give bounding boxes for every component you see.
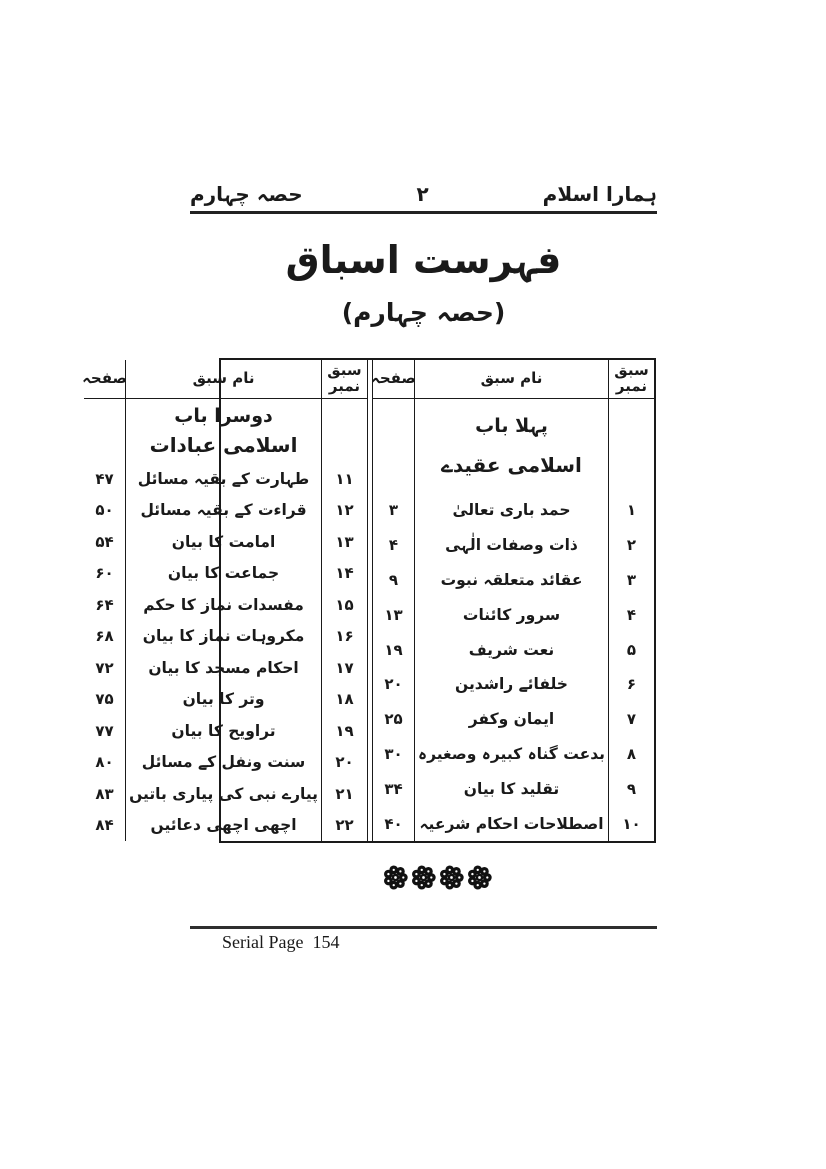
lesson-number-cell: ۱۴: [335, 564, 354, 583]
lesson-number-cell: ۱۲: [335, 501, 354, 520]
page-number-cell: ۶۰: [95, 564, 114, 583]
page-number-cell: ۵۰: [95, 501, 114, 520]
chapter1-page-column: [373, 360, 414, 841]
lesson-name-cell: نعت شریف: [468, 640, 555, 659]
page-number-cell: ۴۷: [95, 469, 114, 488]
page-number-cell: ۲۵: [384, 710, 403, 729]
lesson-number-cell: ۱۶: [335, 627, 354, 646]
rosette-flower-icon: [411, 865, 436, 890]
lesson-name-cell: ایمان وکفر: [468, 710, 555, 729]
lesson-name-cell: وتر کا بیان: [182, 690, 265, 709]
lesson-name-cell: تقلید کا بیان: [463, 779, 560, 798]
chapter2-page-gap: [84, 399, 125, 463]
lesson-name-cell: طہارت کے بقیہ مسائل: [137, 469, 310, 488]
page-number: ۲: [416, 182, 429, 206]
page-number-cell: ۵۴: [95, 532, 114, 551]
chapter2-page-column: [84, 360, 125, 841]
lesson-number-cell: ۹: [626, 779, 637, 798]
lesson-name-cell: سنت ونفل کے مسائل: [141, 753, 306, 772]
page-number-cell: ۳۰: [384, 744, 403, 763]
lesson-name-cell: اچھی اچھی دعائیں: [150, 816, 297, 835]
lesson-name-cell: پیارے نبی کی پیاری باتیں: [129, 784, 318, 803]
running-head: [190, 172, 657, 214]
chapter2-section-header: [126, 399, 321, 463]
lesson-number-cell: ۲۲: [335, 816, 354, 835]
lesson-name-cell: جماعت کا بیان: [167, 564, 280, 583]
chapter1-half: [373, 360, 654, 841]
lesson-name-cell: بدعت گناہ کبیرہ وصغیرہ: [417, 744, 605, 763]
chapter2-number-gap: [322, 399, 367, 463]
page-number-cell: ۳: [388, 501, 399, 520]
lesson-number-cell: ۱۵: [335, 595, 354, 614]
page-number-cell: ۹: [388, 570, 399, 589]
chapter1-page-gap: [373, 399, 414, 493]
lesson-number-cell: ۱۱: [335, 469, 354, 488]
lesson-number-cell: ۱۳: [335, 532, 354, 551]
page-number-cell: ۶۴: [95, 595, 114, 614]
page-number-cell: ۴۰: [384, 814, 403, 833]
chapter2-lesson-name-column: [125, 360, 322, 841]
lesson-name-cell: اصطلاحات احکام شرعیہ: [419, 814, 604, 833]
page-number-cell: ۱۳: [384, 605, 403, 624]
column-header-lesson-name: نام سبق: [415, 360, 608, 399]
lesson-name-cell: تراویح کا بیان: [171, 721, 276, 740]
chapter2-lesson-number-column: [322, 360, 367, 841]
chapter1-lesson-number-column: [609, 360, 654, 841]
page-number-cell: ۴: [388, 536, 399, 555]
lesson-name-cell: عقائد متعلقہ نبوت: [440, 570, 583, 589]
page-number-cell: ۲۰: [384, 675, 403, 694]
footer-rule: [190, 926, 657, 929]
lesson-number-cell: ۶: [626, 675, 637, 694]
lesson-number-cell: ۱: [626, 501, 637, 520]
page-number-cell: ۶۸: [95, 627, 114, 646]
chapter2-topic: اسلامی عبادات: [149, 433, 298, 457]
rosette-flower-icon: [383, 865, 408, 890]
chapter2-title: دوسرا باب: [174, 405, 273, 427]
page-number-cell: ۸۳: [95, 784, 114, 803]
chapter1-section-header: [415, 399, 608, 493]
lesson-name-cell: سرور کائنات: [462, 605, 561, 624]
rosette-flower-icon: [439, 865, 464, 890]
page-title: فہرست اسباق: [285, 238, 562, 282]
column-header-page: صفحہ: [373, 360, 414, 399]
rosette-flower-icon: [467, 865, 492, 890]
page-subtitle: (حصہ چہارم): [341, 298, 506, 327]
chapter1-lesson-name-column: [414, 360, 609, 841]
lesson-number-cell: ۳: [626, 570, 637, 589]
lesson-number-cell: ۱۸: [335, 690, 354, 709]
serial-page-label: Serial Page 154: [222, 932, 340, 952]
lesson-name-cell: حمد باری تعالیٰ: [452, 501, 571, 520]
table-middle-divider: [367, 360, 373, 841]
lesson-name-cell: احکام مسجد کا بیان: [148, 658, 299, 677]
chapter2-half: [84, 360, 367, 841]
lesson-number-cell: ۱۷: [335, 658, 354, 677]
lesson-number-cell: ۲۰: [335, 753, 354, 772]
lesson-number-cell: ۲: [626, 536, 637, 555]
lesson-name-cell: ذات وصفات الٰہی: [445, 536, 578, 555]
lesson-name-cell: امامت کا بیان: [171, 532, 276, 551]
page-number-cell: ۷۲: [95, 658, 114, 677]
column-header-page: صفحہ: [84, 360, 125, 399]
lesson-number-cell: ۴: [626, 605, 637, 624]
lesson-number-cell: ۱۹: [335, 721, 354, 740]
column-header-lesson-number: سبق نمبر: [322, 360, 367, 399]
lesson-number-cell: ۲۱: [335, 784, 354, 803]
page-number-cell: ۸۰: [95, 753, 114, 772]
contents-table: [82, 358, 656, 843]
column-header-lesson-number: سبق نمبر: [609, 360, 654, 399]
lesson-name-cell: قراءت کے بقیہ مسائل: [140, 501, 307, 520]
lesson-number-cell: ۸: [626, 744, 637, 763]
chapter1-number-gap: [609, 399, 654, 493]
part-label: حصہ چہارم: [190, 182, 303, 206]
page-number-cell: ۷۷: [95, 721, 114, 740]
page-number-cell: ۸۴: [95, 816, 114, 835]
lesson-name-cell: خلفائے راشدین: [455, 675, 568, 694]
page-number-cell: ۳۴: [384, 779, 403, 798]
lesson-number-cell: ۷: [626, 710, 637, 729]
lesson-number-cell: ۱۰: [622, 814, 641, 833]
page-number-cell: ۷۵: [95, 690, 114, 709]
lesson-name-cell: مکروہات نماز کا بیان: [142, 627, 305, 646]
lesson-name-cell: مفسدات نماز کا حکم: [143, 595, 304, 614]
page-number-cell: ۱۹: [384, 640, 403, 659]
ornament-row: [219, 863, 656, 891]
chapter1-topic: اسلامی عقیدے: [441, 453, 582, 477]
chapter1-title: پہلا باب: [475, 415, 548, 437]
book-title: ہمارا اسلام: [542, 182, 657, 206]
column-header-lesson-name: نام سبق: [126, 360, 321, 399]
lesson-number-cell: ۵: [626, 640, 637, 659]
